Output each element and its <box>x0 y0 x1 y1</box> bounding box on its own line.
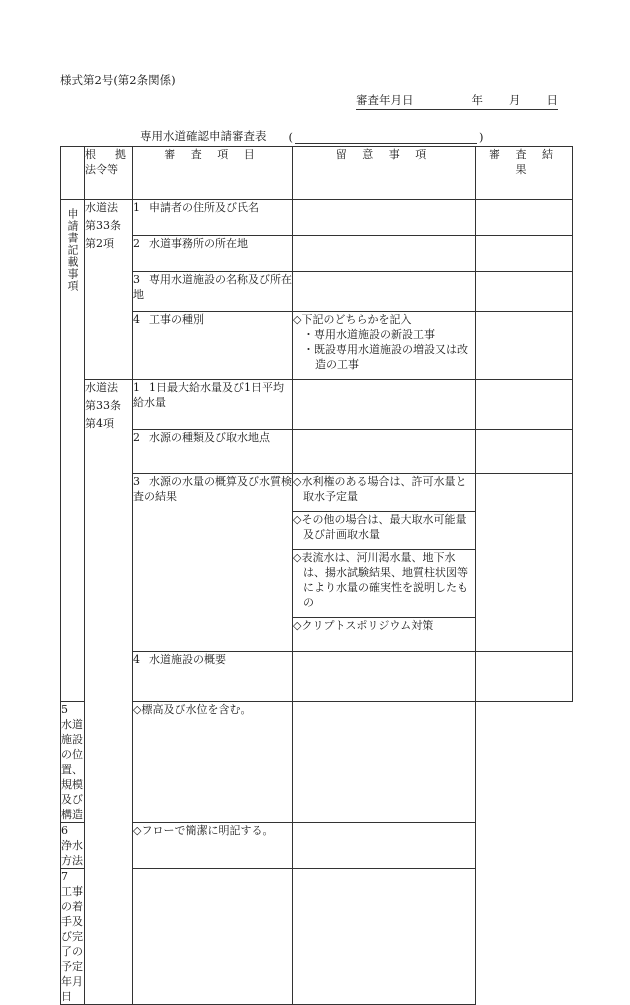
table-row <box>61 869 573 1005</box>
review-date-label: 審査年月日 <box>356 93 414 107</box>
year-label: 年 <box>471 93 483 107</box>
basis-b: 水道法 第33条 第4項 <box>85 380 133 1005</box>
paren-open: ( <box>288 130 293 144</box>
table-row <box>61 380 573 430</box>
item-cell: 3 専用水道施設の名称及び所在地 <box>133 272 293 312</box>
note-cell <box>133 869 293 1005</box>
item-cell: 1 1日最大給水量及び1日平均給水量 <box>133 380 293 430</box>
note-cell <box>293 272 476 312</box>
header-result: 審 査 結 果 <box>476 147 573 200</box>
table-row <box>61 652 573 702</box>
table-row <box>61 236 573 272</box>
result-cell[interactable] <box>476 380 573 430</box>
result-cell[interactable] <box>476 652 573 702</box>
title-blank-field[interactable] <box>295 129 477 144</box>
item-cell: 2 水道事務所の所在地 <box>133 236 293 272</box>
title-line <box>140 128 484 144</box>
item-cell: 1 申請者の住所及び氏名 <box>133 200 293 236</box>
header-note: 留 意 事 項 <box>293 147 476 200</box>
table-row <box>61 702 573 823</box>
table-row <box>61 823 573 869</box>
day-label: 日 <box>546 93 558 107</box>
note-cell <box>293 380 476 430</box>
month-label: 月 <box>509 93 521 107</box>
item-cell: 5水道施設の位置、規模及び構造 <box>61 703 83 821</box>
table-row <box>61 474 573 512</box>
note-cell: ◇その他の場合は、最大取水可能量及び計画取水量 <box>293 512 476 550</box>
review-date-line <box>356 92 558 110</box>
result-cell[interactable] <box>476 200 573 236</box>
review-table <box>60 146 573 1005</box>
table-row <box>61 272 573 312</box>
result-cell[interactable] <box>476 312 573 380</box>
note-cell <box>293 652 476 702</box>
result-cell[interactable] <box>476 430 573 474</box>
note-cell: ◇フローで簡潔に明記する。 <box>133 823 293 869</box>
table-row <box>61 430 573 474</box>
result-cell[interactable] <box>476 236 573 272</box>
note-cell: ◇下記のどちらかを記入 ・専用水道施設の新設工事 ・既設専用水道施設の増設又は改造の工事 <box>293 312 476 380</box>
note-cell: ◇表流水は、河川渇水量、地下水は、揚水試験結果、地質柱状図等により水量の確実性を説明したもの <box>293 550 476 618</box>
header-row <box>61 147 573 200</box>
header-basis: 根 拠 法令等 <box>85 147 133 200</box>
table-row <box>61 312 573 380</box>
result-cell[interactable] <box>476 474 573 652</box>
result-cell[interactable] <box>293 869 476 1005</box>
item-cell: 7工事の着手及び完了の予定年月日 <box>61 870 83 1003</box>
sheet-title: 専用水道確認申請審査表 <box>140 129 267 143</box>
paren-close: ) <box>479 130 484 144</box>
header-item: 審 査 項 目 <box>133 147 293 200</box>
result-cell[interactable] <box>293 702 476 823</box>
note-cell: ◇クリプトスポリジウム対策 <box>293 618 476 652</box>
note-cell <box>293 430 476 474</box>
note-cell <box>293 236 476 272</box>
section-label: 申請書記載事項 <box>61 200 85 702</box>
note-cell: ◇水利権のある場合は、許可水量と取水予定量 <box>293 474 476 512</box>
item-cell: 4 水道施設の概要 <box>133 652 293 702</box>
form-number: 様式第2号(第2条関係) <box>60 73 176 87</box>
header-blank <box>61 147 85 200</box>
basis-a: 水道法 第33条 第2項 <box>85 200 133 380</box>
result-cell[interactable] <box>293 823 476 869</box>
note-cell <box>293 200 476 236</box>
table-row <box>61 200 573 236</box>
item-cell: 4 工事の種別 <box>133 312 293 380</box>
item-cell: 2 水源の種類及び取水地点 <box>133 430 293 474</box>
note-cell: ◇標高及び水位を含む。 <box>133 702 293 823</box>
item-cell: 6浄水方法 <box>61 824 83 867</box>
result-cell[interactable] <box>476 272 573 312</box>
item-cell: 3 水源の水量の概算及び水質検査の結果 <box>133 474 293 652</box>
